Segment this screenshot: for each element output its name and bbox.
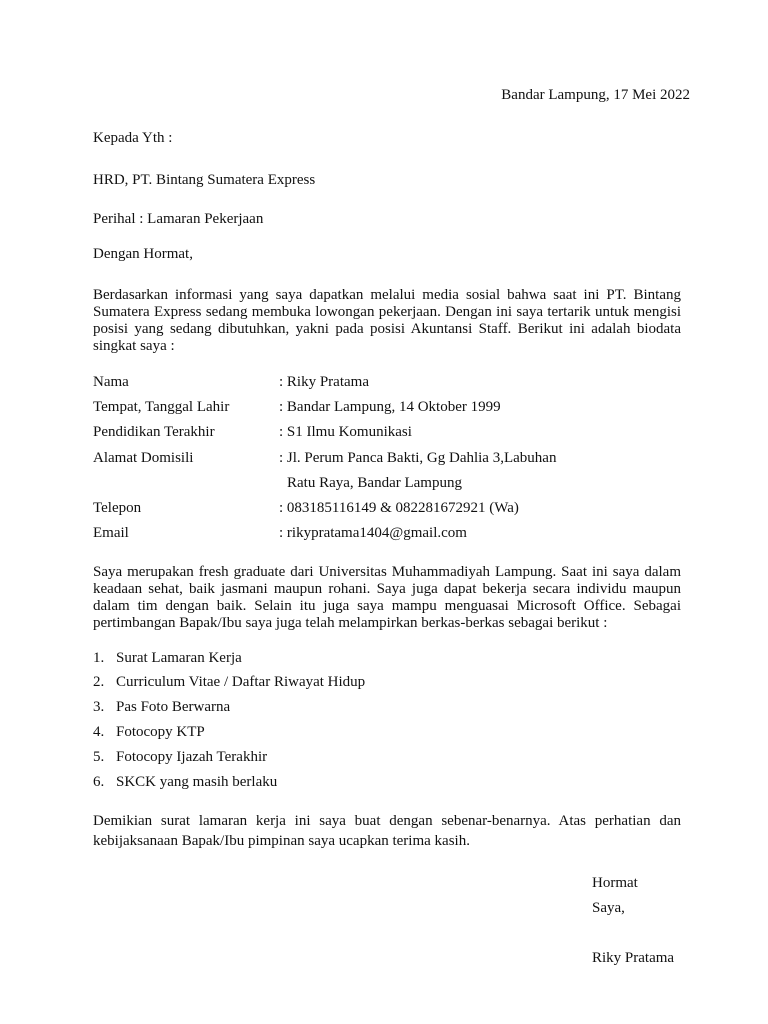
list-item: Surat Lamaran Kerja (116, 650, 242, 666)
closing-paragraph: Demikian surat lamaran kerja ini saya buat dengan sebenar-benarnya. Atas perhatian dan kebijaksanaan Bapak/Ibu pimpinan saya ucapkan terima kasih. (93, 813, 681, 849)
biodata-label-ttl: Tempat, Tanggal Lahir (93, 399, 230, 415)
biodata-label-telepon: Telepon (93, 500, 142, 516)
biodata-value-alamat: : Jl. Perum Panca Bakti, Gg Dahlia 3,Labuhan (279, 450, 557, 466)
biodata-value-email: : rikypratama1404@gmail.com (279, 525, 467, 541)
recipient-name: HRD, PT. Bintang Sumatera Express (93, 172, 316, 188)
list-item-number: 2. (93, 674, 105, 690)
list-item: Pas Foto Berwarna (116, 699, 231, 715)
list-item-number: 1. (93, 650, 105, 666)
biodata-label-alamat: Alamat Domisili (93, 450, 194, 466)
biodata-value-pendidikan: : S1 Ilmu Komunikasi (279, 424, 412, 440)
sign-off-line-1: Hormat (592, 875, 638, 891)
list-item-number: 6. (93, 774, 105, 790)
list-item: Fotocopy KTP (116, 724, 205, 740)
biodata-value-telepon: : 083185116149 & 082281672921 (Wa) (279, 500, 519, 516)
list-item: SKCK yang masih berlaku (116, 774, 278, 790)
list-item-number: 4. (93, 724, 105, 740)
letter-date: Bandar Lampung, 17 Mei 2022 (501, 87, 690, 103)
sign-off-line-2: Saya, (592, 900, 625, 916)
body-paragraph: Saya merupakan fresh graduate dari Universitas Muhammadiyah Lampung. Saat ini saya dalam keadaan sehat, baik jasmani maupun rohani. Saya juga dapat bekerja secara individu maupun dalam tim dengan baik. Selain itu juga saya mampu menguasai Microsoft Office. Sebagai pertimbangan Bapak/Ibu saya juga telah melampirkan berkas-berkas sebagai berikut : (93, 564, 681, 631)
greeting: Dengan Hormat, (93, 246, 193, 262)
list-item-number: 5. (93, 749, 105, 765)
list-item-number: 3. (93, 699, 105, 715)
letter-subject: Perihal : Lamaran Pekerjaan (93, 211, 264, 227)
list-item: Fotocopy Ijazah Terakhir (116, 749, 268, 765)
biodata-label-pendidikan: Pendidikan Terakhir (93, 424, 215, 440)
intro-paragraph: Berdasarkan informasi yang saya dapatkan melalui media sosial bahwa saat ini PT. Bintang Sumatera Express sedang membuka lowongan pekerjaan. Dengan ini saya tertarik untuk mengisi posisi yang sedang dibutuhkan, yakni pada posisi Akuntansi Staff. Berikut ini adalah biodata singkat saya : (93, 287, 681, 354)
list-item: Curriculum Vitae / Daftar Riwayat Hidup (116, 674, 366, 690)
biodata-value-nama: : Riky Pratama (279, 374, 369, 390)
biodata-label-email: Email (93, 525, 129, 541)
biodata-label-nama: Nama (93, 374, 129, 390)
recipient-prefix: Kepada Yth : (93, 130, 173, 146)
biodata-value-alamat-cont: Ratu Raya, Bandar Lampung (287, 475, 462, 491)
signer-name: Riky Pratama (592, 950, 675, 966)
biodata-value-ttl: : Bandar Lampung, 14 Oktober 1999 (279, 399, 501, 415)
